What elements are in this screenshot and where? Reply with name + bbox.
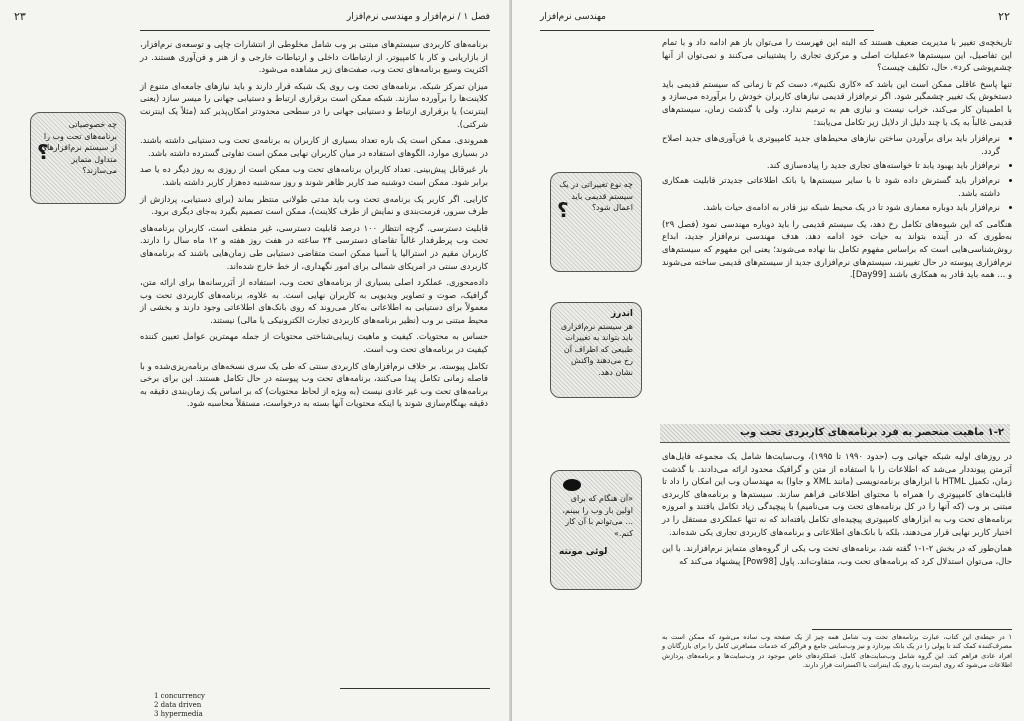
right-margin-box-quote [550, 470, 642, 590]
left-margin-box-text: چه خصوصیاتی برنامه‌های تحت وب را از سیستم نرم‌افزارهای متداول متمایز می‌سازند؟ [40, 120, 117, 175]
right-paragraph: همان‌طور که در بخش ۲-۱-۱ گفته شد، برنامه‌های تحت وب یکی از گروه‌های متمایز نرم‌افزارند. با این حال، می‌توان استدلال کرد که برنامه‌های تحت وب، متفاوت‌اند. پاول [Pow98] پیشنهاد می‌کند که [662, 543, 1012, 566]
right-header-rule [540, 30, 874, 31]
left-paragraph: همروندی. ممکن است یک باره تعداد بسیاری از کاربران به برنامه‌ی تحت وب دستیابی داشته باشند. در بسیاری موارد، الگوهای استفاده در میان کاربران نهایی ممکن است تفاوتی گسترده داشته باشد. [140, 135, 488, 158]
right-margin-box-question-text: چه نوع تغییراتی در یک سیستم قدیمی باید اعمال شود؟ [559, 180, 633, 212]
right-paragraph: در روزهای اولیه شبکه جهانی وب (حدود ۱۹۹۰ تا ۱۹۹۵)، وب‌سایت‌ها شامل یک مجموعه فایل‌های اَبَرمتن پیونددار می‌شد که اطلاعات را با استفاده از متن و گرافیک محدود ارائه می‌دادند. با گذشت زمان، تکمیل HTML با ابزارهای برنامه‌نویسی (مانند XML و جاوا) به مهندسان وب این امکان را داد تا قابلیت‌های کامپیوتری را همراه با محتوای اطلاعاتی فراهم سازند. سیستم‌ها و برنامه‌های کاربردی مبتنی بر وب (که آنها را در کل برنامه‌های تحت وب می‌نامیم) با پیچیدگی زیاد تکامل یافتند و امروزه برنامه‌های تحت وب به ابزارهای کامپیوتری پیچیده‌ای تکامل یافته‌اند که نه تنها عملکردی مستقل را در اختیار کاربر نهایی قرار می‌دهند، بلکه با بانک‌های اطلاعاتی و برنامه‌های کاربردی تجاری یکی شده‌اند. [662, 451, 1012, 537]
right-margin-box-advice [550, 302, 642, 398]
left-footnote-rule [340, 688, 490, 689]
left-footnotes [154, 692, 205, 719]
question-mark-icon: ؟ [37, 140, 49, 164]
left-text-column [140, 38, 488, 414]
section-heading [660, 424, 1010, 443]
right-text-column-bottom [662, 450, 1012, 571]
footnote: 2 data driven [154, 701, 202, 709]
bullet-item: • نرم‌افزار باید بهبود یابد تا خواسته‌های تجاری جدید را پیاده‌سازی کند. [662, 159, 1000, 172]
right-paragraph: تنها پاسخ عاقلی ممکن است این باشد که «کاری نکنیم»، دست کم تا زمانی که سیستم قدیمی باید دستخوش یک تغییر چشمگیر شود. اگر نرم‌افزار قدیمی نیازهای کاربران خودش را برآورده می‌سازد و با اطمینان کار می‌کند، خراب نیست و نیازی هم به ترمیم ندارد. ولی با گذشت زمان، سیستم‌های قدیمی غالباً به یک یا چند دلیل از دلایل زیر تکامل می‌یابند: [662, 78, 1012, 127]
right-text-column-top [662, 36, 1012, 285]
bullet-item: • نرم‌افزار باید گسترش داده شود تا با سایر سیستم‌ها یا بانک اطلاعاتی جدیدتر قابلیت همکاری داشته باشد. [662, 174, 1000, 199]
left-paragraph: بار غیرقابل پیش‌بینی. تعداد کاربران برنامه‌های تحت وب ممکن است از روزی به روز دیگر ده یا صد برابر شود. ممکن است دوشنبه صد کاربر ظاهر شوند و روز سه‌شنبه ده‌هزار کاربر داشته باشد. [140, 164, 488, 187]
quote-text: «آن هنگام که برای اولین بار وب را ببینم، ... می‌توانم با آن کار کنم.» [562, 494, 633, 538]
right-paragraph: تاریخچه‌ی تغییر با مدیریت ضعیف هستند که البته این فهرست را می‌توان باز هم ادامه داد و با تمام این تفاصیل، این سیستم‌ها «عملیات اصلی و مرکزی تجاری را پشتیبانی می‌کنند و نمی‌توان از آنها چشم‌پوشی کرد». حال، تکلیف چیست؟ [662, 37, 1012, 73]
left-page-number: ۲۳ [14, 10, 26, 23]
right-running-header: مهندسی نرم‌افزار [540, 12, 606, 22]
left-running-header: فصل ۱ / نرم‌افزار و مهندسی نرم‌افزار [346, 12, 490, 22]
footnote: 3 hypermedia [154, 710, 203, 718]
quote-author: لوئی مونته [559, 547, 608, 557]
bullet-item: • نرم‌افزار باید دوباره معماری شود تا در یک محیط شبکه نیز قادر به ادامه‌ی حیات باشد. [662, 201, 1000, 214]
right-paragraph: هنگامی که این شیوه‌های تکامل رخ دهد، یک سیستم قدیمی را باید دوباره مهندسی نمود (فصل ۲۹) به‌طوری که در آینده بتواند به حیات خود ادامه دهد. هدف مهندسی نرم‌افزار جدید، ابداع روش‌شناسی‌هایی است که براساس مفهوم تکامل بنا نهاده می‌شوند؛ یعنی این مفهوم که سیستم‌های نرم‌افزاری پیوسته در حال تغییرند، سیستم‌های نرم‌افزاری جدید از سیستم‌های قدیمی ساخته می‌شوند و ... همه باید قادر به همکاری باشند [Day99]. [662, 218, 1012, 280]
left-paragraph: قابلیت دسترسی. گرچه انتظار ۱۰۰ درصد قابلیت دسترسی، غیر منطقی است، کاربران برنامه‌های تحت وب پرطرفدار غالباً تقاضای دسترسی ۲۴ ساعته در هفت روز هفته و ۱۲ ماه سال را دارند. کاربران مقیم در استرالیا یا آسیا ممکن است متقاضی دستیابی طی زمان‌هایی باشند که برنامه‌های کاربردی سنتی در امریکای شمالی برای امور نگهداری، از خط خارج شده‌اند. [140, 222, 489, 271]
right-margin-box-question [550, 172, 642, 272]
bullet-item: • نرم‌افزار باید برای برآوردن ساختن نیازهای محیط‌های جدید کامپیوتری یا فن‌آوری‌های جدید اصلاح گردد. [662, 132, 1000, 157]
right-page [512, 0, 1024, 721]
advice-title: اندرز [610, 309, 633, 319]
left-paragraph: برنامه‌های کاربردی سیستم‌های مبتنی بر وب شامل مخلوطی از انتشارات چاپی و توسعه‌ی نرم‌افزار، از بازاریابی و کار با کامپیوتر، از ارتباطات داخلی و ارتباطات خارجی و از هنر و فن‌آوری هستند. در اکثریت وسیع برنامه‌های تحت وب، صفت‌های زیر مشاهده می‌شود. [140, 39, 488, 75]
section-heading-text: ۱-۲ ماهیت منحصر به فرد برنامه‌های کاربردی تحت وب [739, 427, 1004, 438]
footnote: 1 concurrency [154, 692, 205, 700]
right-footnote: ۱ در حیطه‌ی این کتاب، عبارت برنامه‌های تحت وب شامل همه چیز از یک صفحه وب ساده می‌شود که ممکن است به مصرف‌کننده کمک کند تا پولی را در یک بانک بپردازد و نیز وب‌سایتی جامع و فراگیر که خدمات مسافرتی کامل را برای بازرگانان و افراد عادی فراهم کند. این گروه شامل وب‌سایت‌های کامل، عملکردهای خاص موجود در وب‌سایت‌ها و برنامه‌های پردازش اطلاعات می‌شود که روی اینترنت یا روی یک اینترانت یا اکسترانت قرار دارند. [662, 633, 1012, 669]
left-header-rule [140, 30, 490, 31]
right-footnote-rule [812, 629, 1012, 630]
right-page-number: ۲۲ [998, 10, 1010, 23]
left-paragraph: کارایی. اگر کاربر یک برنامه‌ی تحت وب باید مدتی طولانی منتظر بماند (برای دستیابی، پردازش از طرف سرور، فرمت‌بندی و نمایش از طرف کلاینت)، ممکن است تصمیم بگیرد به‌جای دیگری برود. [140, 193, 488, 217]
left-paragraph: تکامل پیوسته. بر خلاف نرم‌افزارهای کاربردی سنتی که طی یک سری نسخه‌های برنامه‌ریزی‌شده و با فاصله زمانی تکامل پیدا می‌کنند، برنامه‌های تحت وب پیوسته در حال تکامل هستند. این برای برخی برنامه‌های تحت وب غیر عادی نیست (به ویژه از لحاظ محتویات) که بر اساس یک زمان‌بندی دقیقه به دقیقه بهنگام‌سازی شوند یا اینکه محتویات آنها بسته به درخواست، مستقلاً محاسبه شود. [140, 360, 488, 409]
quote-bubble-icon [563, 479, 581, 491]
advice-text: هر سیستم نرم‌افزاری باید بتواند به تغییرات طبیعی که اطراف آن رخ می‌دهند واکنش نشان دهد. [560, 321, 633, 377]
left-paragraph: میزان تمرکز شبکه. برنامه‌های تحت وب روی یک شبکه قرار دارند و باید نیازهای جامعه‌ای متنوع از کلاینت‌ها را برآورده سازند. شبکه ممکن است برقراری ارتباط و دستیابی جهانی را میسر سازد (یعنی اینترنت) یا برقراری ارتباط و دستیابی جهانی را در سطحی محدودتر امکان‌پذیر کند (مثلاً یک اینترنت شرکتی). [140, 80, 488, 129]
left-paragraph: داده‌محوری. عملکرد اصلی بسیاری از برنامه‌های تحت وب، استفاده از اَبَررسانه‌ها برای ارائه متن، گرافیک، صوت و تصاویر ویدیویی به کاربران نهایی است. به علاوه، برنامه‌های کاربردی تحت وب معمولاً برای دستیابی به اطلاعاتی به‌کار می‌روند که روی بانک‌های اطلاعاتی وجود دارند و بخشی از محیط مبتنی بر وب (نظیر برنامه‌های کاربردی تجارت الکترونیکی یا مالی) نیستند. [140, 277, 488, 325]
left-margin-box [30, 112, 126, 204]
left-paragraph: حساس به محتویات. کیفیت و ماهیت زیبایی‌شناختی محتویات از جمله مهمترین عوامل تعیین کننده کیفیت در برنامه‌های تحت وب است. [140, 331, 488, 355]
bullet-list [662, 132, 1012, 214]
question-mark-icon: ؟ [557, 198, 569, 222]
